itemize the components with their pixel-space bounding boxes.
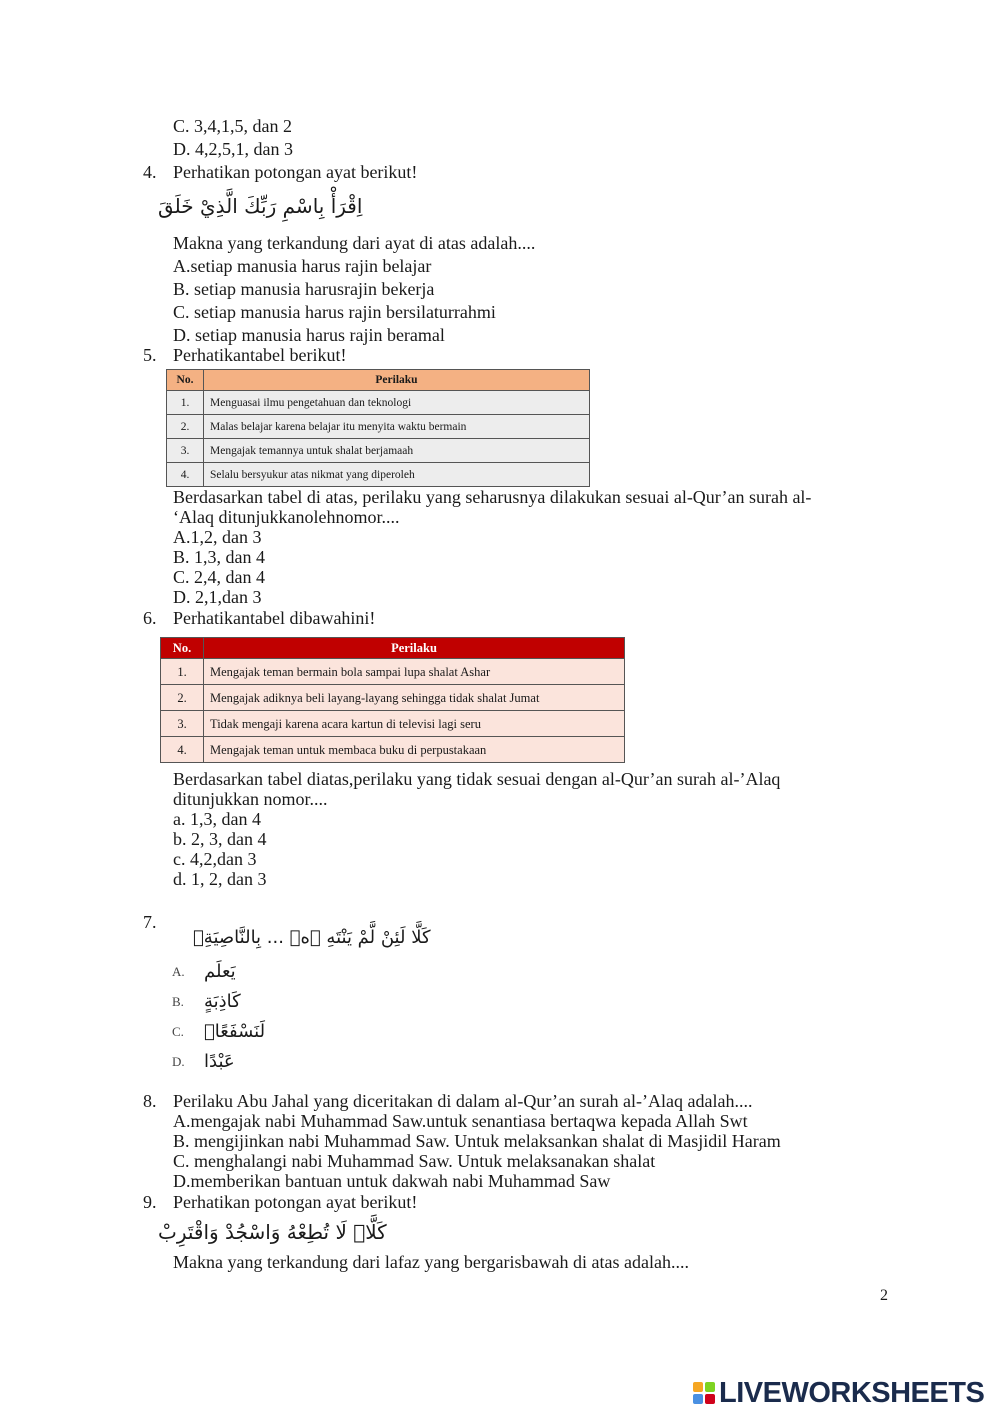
q7-option-b-letter: B.: [172, 994, 184, 1009]
q4-option-c[interactable]: C. setiap manusia harus rajin bersilaturrahmi: [173, 302, 496, 322]
liveworksheets-logo-text: LIVEWORKSHEETS: [719, 1377, 985, 1409]
q4-question: Makna yang terkandung dari ayat di atas adalah....: [173, 233, 536, 253]
q6-option-a[interactable]: a. 1,3, dan 4: [173, 809, 261, 829]
q6-question-line1: Berdasarkan tabel diatas,perilaku yang tidak sesuai dengan al-Qur’an surah al-’Alaq: [173, 769, 781, 789]
table-cell-no: 1.: [161, 659, 204, 685]
q7-arabic-verse: كَلَّا لَئِنْ لَّمْ يَنْتَهِ ۙەۙ ... بِالنَّاصِيَةِۙ: [193, 927, 431, 948]
q3-option-c: C. 3,4,1,5, dan 2: [173, 116, 292, 136]
q7-option-c[interactable]: لَنَسْفَعًاۢ: [204, 1021, 266, 1042]
q7-option-d[interactable]: عَبْدًا: [204, 1051, 235, 1072]
table-row: [167, 415, 590, 439]
q3-option-d: D. 4,2,5,1, dan 3: [173, 139, 293, 159]
table-row: [167, 463, 590, 487]
q5-table: [166, 369, 590, 487]
table-header-row: [161, 638, 625, 659]
q8-option-c[interactable]: C. menghalangi nabi Muhammad Saw. Untuk melaksanakan shalat: [173, 1151, 656, 1171]
q5-option-d[interactable]: D. 2,1,dan 3: [173, 587, 262, 607]
table-cell-no: 3.: [167, 439, 204, 463]
q8-option-b[interactable]: B. mengijinkan nabi Muhammad Saw. Untuk melaksankan shalat di Masjidil Haram: [173, 1131, 781, 1151]
q4-number: 4.: [143, 162, 157, 182]
q6-option-d[interactable]: d. 1, 2, dan 3: [173, 869, 267, 889]
table-row: [167, 439, 590, 463]
q7-option-a-letter: A.: [172, 964, 185, 979]
q7-number: 7.: [143, 912, 157, 932]
table-row: [161, 685, 625, 711]
q4-option-a[interactable]: A.setiap manusia harus rajin belajar: [173, 256, 432, 276]
q7-option-b[interactable]: كَاذِبَةٍ: [204, 991, 241, 1012]
logo-square-2: [705, 1382, 715, 1392]
q8-option-a[interactable]: A.mengajak nabi Muhammad Saw.untuk senantiasa bertaqwa kepada Allah Swt: [173, 1111, 748, 1131]
q6-prompt: Perhatikantabel dibawahini!: [173, 608, 376, 628]
table-cell-no: 3.: [161, 711, 204, 737]
table-cell-no: 4.: [161, 737, 204, 763]
table-header-row: [167, 370, 590, 391]
table-row: [161, 659, 625, 685]
table-cell-no: 1.: [167, 391, 204, 415]
q8-number: 8.: [143, 1091, 157, 1111]
table-row: [161, 711, 625, 737]
table-cell-perilaku: Mengajak temannya untuk shalat berjamaah: [204, 439, 590, 463]
q9-prompt: Perhatikan potongan ayat berikut!: [173, 1192, 418, 1212]
q4-prompt: Perhatikan potongan ayat berikut!: [173, 162, 418, 182]
q6-option-b[interactable]: b. 2, 3, dan 4: [173, 829, 267, 849]
table-header-no: No.: [161, 638, 204, 659]
table-cell-no: 2.: [167, 415, 204, 439]
logo-square-4: [705, 1394, 715, 1404]
q9-question: Makna yang terkandung dari lafaz yang bergarisbawah di atas adalah....: [173, 1252, 689, 1272]
q4-option-d[interactable]: D. setiap manusia harus rajin beramal: [173, 325, 445, 345]
q7-option-a[interactable]: يَعلَم: [204, 961, 236, 982]
q6-option-c[interactable]: c. 4,2,dan 3: [173, 849, 257, 869]
q5-question-line1: Berdasarkan tabel di atas, perilaku yang seharusnya dilakukan sesuai al-Qur’an surah al-: [173, 487, 812, 507]
q8-prompt: Perilaku Abu Jahal yang diceritakan di dalam al-Qur’an surah al-’Alaq adalah....: [173, 1091, 753, 1111]
q7-option-d-letter: D.: [172, 1054, 185, 1069]
liveworksheets-logo[interactable]: [693, 1378, 984, 1408]
table-row: [161, 737, 625, 763]
q5-option-b[interactable]: B. 1,3, dan 4: [173, 547, 265, 567]
table-header-perilaku: Perilaku: [204, 638, 625, 659]
q4-arabic-verse: اِقْرَأْ بِاسْمِ رَبِّكَ الَّذِيْ خَلَقَ: [158, 194, 363, 218]
table-cell-perilaku: Malas belajar karena belajar itu menyita waktu bermain: [204, 415, 590, 439]
table-cell-no: 2.: [161, 685, 204, 711]
table-cell-perilaku: Mengajak adiknya beli layang-layang sehingga tidak shalat Jumat: [204, 685, 625, 711]
table-cell-perilaku: Tidak mengaji karena acara kartun di televisi lagi seru: [204, 711, 625, 737]
q6-table: [160, 637, 625, 763]
page-number: 2: [880, 1287, 888, 1304]
q5-option-c[interactable]: C. 2,4, dan 4: [173, 567, 265, 587]
q8-option-d[interactable]: D.memberikan bantuan untuk dakwah nabi Muhammad Saw: [173, 1171, 611, 1191]
q7-option-c-letter: C.: [172, 1024, 184, 1039]
liveworksheets-logo-icon: [693, 1382, 715, 1404]
table-header-no: No.: [167, 370, 204, 391]
table-cell-perilaku: Selalu bersyukur atas nikmat yang diperoleh: [204, 463, 590, 487]
q9-number: 9.: [143, 1192, 157, 1212]
logo-square-3: [693, 1394, 703, 1404]
table-cell-perilaku: Menguasai ilmu pengetahuan dan teknologi: [204, 391, 590, 415]
q5-number: 5.: [143, 345, 157, 365]
table-cell-perilaku: Mengajak teman bermain bola sampai lupa shalat Ashar: [204, 659, 625, 685]
table-row: [167, 391, 590, 415]
q5-question-line2: ‘Alaq ditunjukkanolehnomor....: [173, 507, 400, 527]
q5-option-a[interactable]: A.1,2, dan 3: [173, 527, 262, 547]
table-header-perilaku: Perilaku: [204, 370, 590, 391]
table-cell-perilaku: Mengajak teman untuk membaca buku di perpustakaan: [204, 737, 625, 763]
table-cell-no: 4.: [167, 463, 204, 487]
q6-question-line2: ditunjukkan nomor....: [173, 789, 328, 809]
q6-number: 6.: [143, 608, 157, 628]
logo-square-1: [693, 1382, 703, 1392]
q9-arabic-verse: كَلَّاۗ لَا تُطِعْهُ وَاسْجُدْ وَاقْتَرِبْ: [158, 1220, 387, 1244]
q5-prompt: Perhatikantabel berikut!: [173, 345, 347, 365]
q4-option-b[interactable]: B. setiap manusia harusrajin bekerja: [173, 279, 435, 299]
